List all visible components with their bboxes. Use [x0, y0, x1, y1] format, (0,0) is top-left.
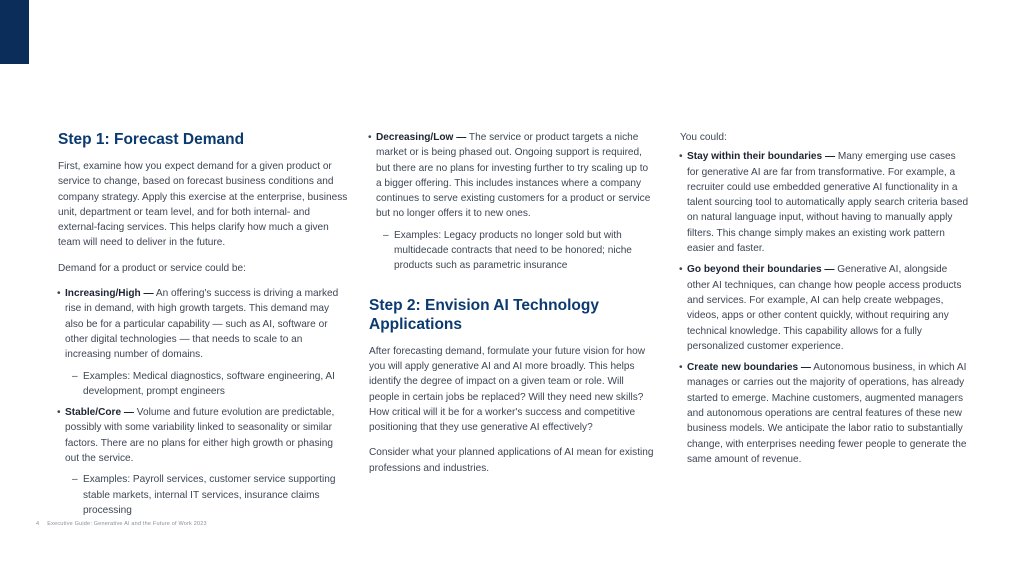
- footer-text: Executive Guide: Generative AI and the Future of Work 2023: [47, 521, 207, 527]
- boundary-text: Generative AI, alongside other AI techniques, can change how people access products and services. For example, AI can help create webpages, videos, apps or other content quickly, without requiring any technical knowledge. This capability allows for a fully personalized customer experience.: [687, 264, 962, 352]
- page-number: 4: [36, 521, 40, 527]
- demand-text: An offering's success is driving a marked rise in demand, with high growth targets. This demand may also be for a particular capability — such as AI, software or other digital technologies — that needs to scale to an increasing number of domains.: [65, 288, 339, 361]
- boundary-item-create-new: [680, 360, 970, 467]
- demand-example: – Examples: Medical diagnostics, software engineering, AI development, prompt engineers: [65, 369, 348, 400]
- demand-item-decreasing: [369, 130, 654, 274]
- demand-term: Decreasing/Low —: [376, 132, 467, 143]
- boundary-text: Autonomous business, in which AI manages or carries out the majority of operations, has already started to emerge. Machine customers, augmented managers and autonomous operations are central features of these new business models. We anticipate the labor ratio to substantially change, with enterprises needing fewer people to generate the same amount of revenue.: [687, 362, 967, 465]
- boundary-term: Create new boundaries —: [687, 362, 811, 374]
- demand-list-continued: [369, 130, 654, 274]
- corner-accent-tab: [0, 0, 29, 64]
- column-1: [58, 130, 348, 524]
- step2-paragraph-1: After forecasting demand, formulate your future vision for how you will apply generative AI and AI more broadly. This helps identify the degree of impact on a given team or role. Will people in certain jobs be replaced? Will they need new skills? How critical will it be for a worker's success and competitive positioning that they use generative AI effectively?: [369, 345, 646, 434]
- demand-example: – Examples: Legacy products no longer sold but with multidecade contracts that need to be honored; niche products such as parametric insurance: [376, 228, 654, 274]
- step1-lead: Demand for a product or service could be:: [58, 262, 246, 274]
- boundary-term: Stay within their boundaries —: [687, 151, 836, 163]
- step2-heading: Step 2: Envision AI Technology Applications: [369, 296, 599, 333]
- boundary-text: Many emerging use cases for generative AI are far from transformative. For example, a recruiter could use embedded generative AI functionality in a talent sourcing tool to automatically apply search criteria based on natural language input, without having to manually apply filters. This change simply makes an existing work pattern easier and faster.: [687, 151, 969, 255]
- boundary-item-stay-within: [680, 149, 970, 256]
- step2-paragraph-2: Consider what your planned applications of AI mean for existing professions and industries.: [369, 447, 654, 474]
- page-footer: [36, 521, 207, 527]
- demand-term: Increasing/High —: [65, 288, 154, 300]
- step1-intro: First, examine how you expect demand for a given product or service to change, based on forecast business conditions and company strategy. Apply this exercise at the enterprise, business unit, department or team level, and for both internal- and external-facing services. This helps clarify how much a given team will need to deliver in the future.: [58, 161, 348, 249]
- column-3: [680, 130, 970, 473]
- demand-list: [58, 286, 348, 518]
- demand-item-stable: [58, 405, 348, 518]
- options-lead: You could:: [680, 132, 727, 143]
- demand-text: The service or product targets a niche market or is being phased out. Ongoing support is required, but there are no plans for investing further to try scaling up to a bigger offering. This includes instances where a company continues to serve existing customers for a product or service but no longer offers it to new ones.: [376, 132, 651, 220]
- column-2: [369, 130, 654, 486]
- demand-example: – Examples: Payroll services, customer service supporting stable markets, internal IT services, insurance claims processing: [65, 472, 348, 518]
- boundaries-list: [680, 149, 970, 467]
- demand-text: Volume and future evolution are predictable, possibly with some variability linked to seasonality or similar factors. There are no plans for either high growth or phasing out the service.: [65, 407, 335, 465]
- boundary-term: Go beyond their boundaries —: [687, 264, 835, 276]
- boundary-item-go-beyond: [680, 262, 970, 354]
- demand-term: Stable/Core —: [65, 407, 134, 419]
- step1-heading: Step 1: Forecast Demand: [58, 131, 245, 148]
- demand-item-increasing: [58, 286, 348, 399]
